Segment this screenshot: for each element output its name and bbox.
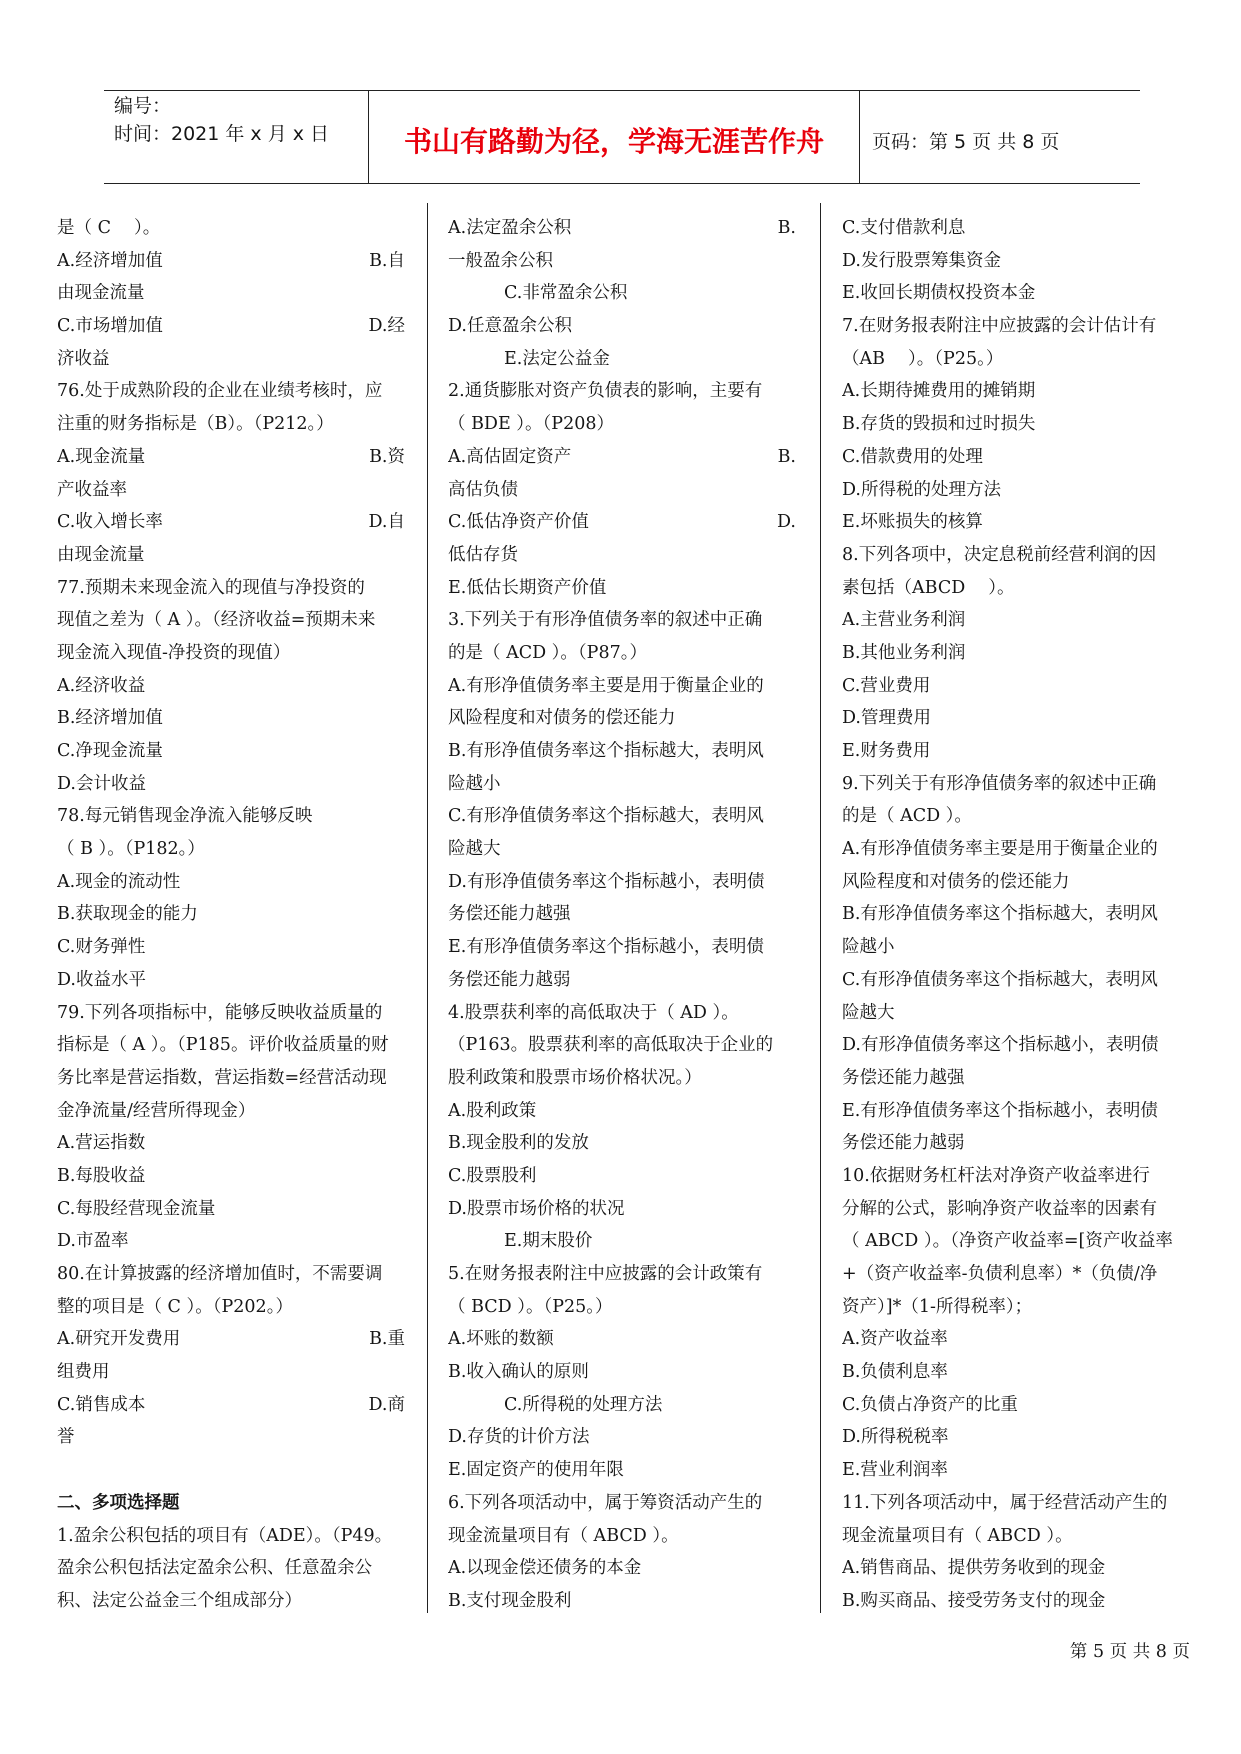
- option-right: B.自: [369, 250, 405, 271]
- text-line: D.市盈率: [57, 1231, 129, 1252]
- text-line: 务偿还能力越弱: [842, 1133, 965, 1154]
- text-line: E.收回长期债权投资本金: [842, 283, 1036, 304]
- text-line: 78.每元销售现金净流入能够反映: [57, 806, 313, 827]
- text-line: 3.下列关于有形净值债务率的叙述中正确: [448, 610, 763, 631]
- option-left: C.市场增加值: [57, 316, 163, 337]
- text-line: D.所得税的处理方法: [842, 479, 1001, 500]
- option-right: B.资: [369, 446, 405, 467]
- text-line: 77.预期未来现金流入的现值与净投资的: [57, 577, 365, 598]
- option-left: A.法定盈余公积: [448, 218, 572, 238]
- column-2: [448, 212, 796, 1618]
- text-line: 7.在财务报表附注中应披露的会计估计有: [842, 316, 1157, 337]
- text-line: 风险程度和对债务的偿还能力: [842, 871, 1070, 892]
- option-right: B.重: [369, 1329, 405, 1350]
- text-line: B.存货的毁损和过时损失: [842, 414, 1036, 435]
- column-divider: [427, 203, 428, 1613]
- text-line: 现金流量项目有（ ABCD ）。: [448, 1525, 679, 1546]
- text-line: C.财务弹性: [57, 937, 146, 958]
- option-pair-line: [57, 310, 405, 343]
- text-line: 由现金流量: [57, 544, 145, 565]
- indented-option-line: E.期末股价: [504, 1231, 593, 1252]
- indented-option-line: C.所得税的处理方法: [504, 1394, 663, 1415]
- text-line: A.有形净值债务率主要是用于衡量企业的: [842, 839, 1158, 860]
- motto-text: 书山有路勤为径，学海无涯苦作舟: [403, 125, 824, 158]
- text-line: C.有形净值债务率这个指标越大，表明风: [448, 806, 764, 827]
- option-right: D.: [777, 512, 796, 533]
- header-page-label: 页码：第 5 页 共 8 页: [872, 130, 1060, 153]
- text-line: 4.股票获利率的高低取决于（ AD ）。: [448, 1002, 739, 1023]
- text-line: C.借款费用的处理: [842, 446, 983, 467]
- text-line: B.获取现金的能力: [57, 904, 198, 925]
- option-left: C.低估净资产价值: [448, 512, 589, 533]
- text-line: 险越大: [842, 1002, 895, 1023]
- text-line: 务比率是营运指数，营运指数=经营活动现: [57, 1067, 387, 1088]
- option-right: B.: [777, 218, 796, 238]
- option-pair-line: [57, 245, 405, 278]
- text-line: 产收益率: [57, 479, 127, 500]
- text-line: D.发行股票筹集资金: [842, 250, 1001, 271]
- indented-option-line: E.法定公益金: [504, 348, 610, 369]
- text-line: 79.下列各项指标中，能够反映收益质量的: [57, 1002, 383, 1023]
- text-line: 11.下列各项活动中，属于经营活动产生的: [842, 1492, 1168, 1513]
- text-line: 低估存货: [448, 544, 518, 565]
- option-right: D.商: [368, 1394, 405, 1415]
- text-line: D.管理费用: [842, 708, 931, 729]
- text-line: C.净现金流量: [57, 741, 163, 761]
- text-line: 险越大: [448, 839, 501, 860]
- column-1: [57, 212, 405, 1618]
- page-footer-indicator: 第 5 页 共 8 页: [1069, 1642, 1190, 1662]
- text-line: 资产）]*（1-所得税率）；: [842, 1296, 1033, 1317]
- text-line: （AB ）。（P25。）: [842, 348, 1004, 369]
- page-header: [104, 90, 1140, 184]
- text-line: D.有形净值债务率这个指标越小，表明债: [448, 871, 765, 892]
- option-pair-line: [57, 441, 405, 474]
- text-line: B.负债利息率: [842, 1362, 948, 1383]
- text-line: A.主营业务利润: [842, 610, 966, 631]
- text-line: A.有形净值债务率主要是用于衡量企业的: [448, 675, 764, 696]
- text-line: 现金流量项目有（ ABCD ）。: [842, 1525, 1073, 1546]
- text-line: 一般盈余公积: [448, 250, 553, 271]
- option-pair-line: [448, 212, 796, 245]
- text-line: （ B ）。（P182。）: [57, 839, 205, 860]
- text-line: 是（ C ）。: [57, 218, 161, 238]
- text-line: A.长期待摊费用的摊销期: [842, 381, 1036, 402]
- text-line: 现金流入现值-净投资的现值）: [57, 642, 291, 663]
- option-left: C.收入增长率: [57, 512, 163, 533]
- text-line: C.营业费用: [842, 675, 931, 696]
- option-left: A.高估固定资产: [448, 446, 572, 467]
- blank-line: [57, 1454, 405, 1487]
- text-line: 组费用: [57, 1362, 110, 1383]
- text-line: 分解的公式，影响净资产收益率的因素有: [842, 1198, 1157, 1219]
- document-time-label: 时间：2021 年 x 月 x 日: [114, 123, 330, 145]
- text-line: 8.下列各项中，决定息税前经营利润的因: [842, 544, 1157, 565]
- column-3: [842, 212, 1190, 1618]
- text-line: +（资产收益率-负债利息率）*（负债/净: [842, 1264, 1158, 1284]
- indented-option-line: C.非常盈余公积: [504, 283, 628, 304]
- text-line: 济收益: [57, 348, 110, 369]
- text-line: 5.在财务报表附注中应披露的会计政策有: [448, 1264, 763, 1284]
- text-line: D.会计收益: [57, 773, 146, 794]
- text-line: B.其他业务利润: [842, 642, 966, 663]
- header-motto-cell: [368, 91, 860, 183]
- section-heading: 二、多项选择题: [57, 1492, 180, 1513]
- text-line: 素包括（ABCD ）。: [842, 577, 1015, 598]
- text-line: 股利政策和股票市场价格状况。）: [448, 1067, 702, 1088]
- text-line: 1.盈余公积包括的项目有（ADE）。（P49。: [57, 1525, 393, 1546]
- text-line: （P163。股票获利率的高低取决于企业的: [448, 1035, 774, 1056]
- text-line: E.坏账损失的核算: [842, 512, 983, 533]
- text-line: 整的项目是（ C ）。（P202。）: [57, 1296, 293, 1317]
- text-line: （ ABCD ）。（净资产收益率=[资产收益率: [842, 1231, 1173, 1252]
- text-line: B.有形净值债务率这个指标越大，表明风: [448, 741, 764, 761]
- text-line: 现值之差为（ A ）。（经济收益=预期未来: [57, 610, 376, 631]
- text-line: C.有形净值债务率这个指标越大，表明风: [842, 969, 1158, 990]
- option-pair-line: [57, 1323, 405, 1356]
- text-line: E.营业利润率: [842, 1460, 948, 1481]
- text-line: A.以现金偿还债务的本金: [448, 1558, 642, 1579]
- text-line: 由现金流量: [57, 283, 145, 304]
- text-line: 的是（ ACD ）。（P87。）: [448, 642, 647, 663]
- text-line: C.负债占净资产的比重: [842, 1394, 1018, 1415]
- text-line: 注重的财务指标是（B）。（P212。）: [57, 414, 334, 435]
- text-line: A.坏账的数额: [448, 1329, 554, 1350]
- text-line: 9.下列关于有形净值债务率的叙述中正确: [842, 773, 1157, 794]
- text-line: 金净流量/经营所得现金）: [57, 1100, 256, 1121]
- text-line: 积、法定公益金三个组成部分）: [57, 1590, 302, 1611]
- text-line: D.任意盈余公积: [448, 316, 572, 337]
- option-pair-line: [448, 441, 796, 474]
- text-line: B.经济增加值: [57, 708, 163, 729]
- text-line: B.收入确认的原则: [448, 1362, 589, 1383]
- text-line: 险越小: [448, 773, 501, 794]
- text-line: 高估负债: [448, 479, 518, 500]
- text-line: 76.处于成熟阶段的企业在业绩考核时，应: [57, 381, 383, 402]
- text-line: A.股利政策: [448, 1100, 537, 1121]
- option-left: A.研究开发费用: [57, 1329, 181, 1350]
- option-right: B.: [777, 446, 796, 467]
- option-left: A.经济增加值: [57, 250, 163, 271]
- text-line: B.每股收益: [57, 1165, 146, 1186]
- option-pair-line: [57, 1389, 405, 1422]
- text-line: A.现金的流动性: [57, 871, 181, 892]
- text-line: C.股票股利: [448, 1165, 537, 1186]
- text-line: 险越小: [842, 937, 895, 958]
- text-line: 指标是（ A ）。（P185。评价收益质量的财: [57, 1035, 389, 1056]
- text-line: 务偿还能力越弱: [448, 969, 571, 990]
- text-line: E.固定资产的使用年限: [448, 1460, 624, 1481]
- column-divider: [820, 203, 821, 1613]
- text-line: E.财务费用: [842, 741, 931, 761]
- option-left: C.销售成本: [57, 1394, 146, 1415]
- header-page-cell: [860, 91, 1140, 183]
- text-line: A.资产收益率: [842, 1329, 948, 1350]
- text-line: 80.在计算披露的经济增加值时，不需要调: [57, 1264, 383, 1284]
- text-line: （ BDE ）。（P208）: [448, 414, 614, 435]
- text-line: C.每股经营现金流量: [57, 1198, 216, 1219]
- text-line: （ BCD ）。（P25。）: [448, 1296, 613, 1317]
- option-left: A.现金流量: [57, 446, 146, 467]
- text-line: 誉: [57, 1427, 75, 1448]
- text-line: 务偿还能力越强: [842, 1067, 965, 1088]
- text-line: B.现金股利的发放: [448, 1133, 589, 1154]
- text-line: D.收益水平: [57, 969, 146, 990]
- text-line: A.经济收益: [57, 675, 146, 696]
- option-pair-line: [448, 506, 796, 539]
- text-line: E.有形净值债务率这个指标越小，表明债: [448, 937, 764, 958]
- text-line: E.有形净值债务率这个指标越小，表明债: [842, 1100, 1158, 1121]
- document-number-label: 编号：: [114, 95, 172, 117]
- text-line: D.股票市场价格的状况: [448, 1198, 625, 1219]
- text-line: 风险程度和对债务的偿还能力: [448, 708, 676, 729]
- text-line: 6.下列各项活动中，属于筹资活动产生的: [448, 1492, 763, 1513]
- text-line: C.支付借款利息: [842, 218, 966, 238]
- text-line: 的是（ ACD ）。: [842, 806, 972, 827]
- header-info-cell: [104, 91, 368, 183]
- text-line: B.购买商品、接受劳务支付的现金: [842, 1590, 1106, 1611]
- text-line: B.支付现金股利: [448, 1590, 572, 1611]
- option-pair-line: [57, 506, 405, 539]
- text-line: 务偿还能力越强: [448, 904, 571, 925]
- text-line: A.销售商品、提供劳务收到的现金: [842, 1558, 1106, 1579]
- text-line: 2.通货膨胀对资产负债表的影响，主要有: [448, 381, 763, 402]
- option-right: D.经: [368, 316, 405, 337]
- option-right: D.自: [368, 512, 405, 533]
- text-line: 10.依据财务杠杆法对净资产收益率进行: [842, 1165, 1150, 1186]
- text-line: B.有形净值债务率这个指标越大，表明风: [842, 904, 1158, 925]
- text-line: D.有形净值债务率这个指标越小，表明债: [842, 1035, 1159, 1056]
- text-line: E.低估长期资产价值: [448, 577, 607, 598]
- text-line: D.存货的计价方法: [448, 1427, 590, 1448]
- text-line: A.营运指数: [57, 1133, 146, 1154]
- text-line: D.所得税税率: [842, 1427, 949, 1448]
- text-line: 盈余公积包括法定盈余公积、任意盈余公: [57, 1558, 372, 1579]
